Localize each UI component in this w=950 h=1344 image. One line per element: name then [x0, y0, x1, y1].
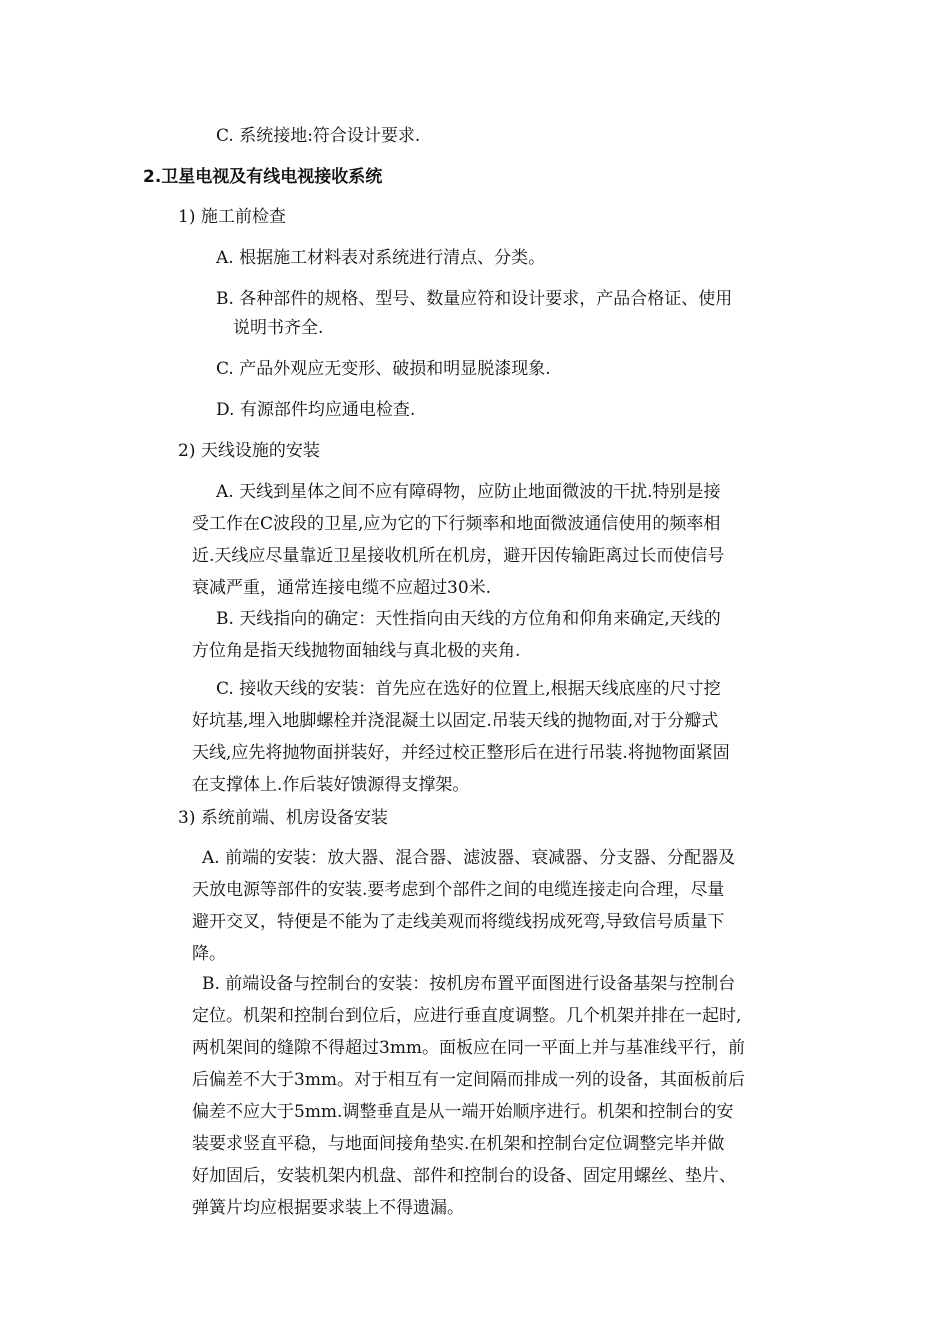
section-title: 2.卫星电视及有线电视接收系统 [143, 167, 383, 187]
paragraph-line: 方位角是指天线抛物面轴线与真北极的夹角. [192, 641, 521, 661]
paragraph-line: B. 天线指向的确定：天性指向由天线的方位角和仰角来确定,天线的 [216, 609, 721, 629]
sub2-item-b [192, 603, 832, 667]
paragraph-line: 装要求竖直平稳，与地面间接角垫实.在机架和控制台定位调整完毕并做 [192, 1134, 725, 1154]
paragraph-line: 好加固后，安装机架内机盘、部件和控制台的设备、固定用螺丝、垫片、 [192, 1166, 736, 1186]
paragraph-line: A. 前端的安装：放大器、混合器、滤波器、衰减器、分支器、分配器及 [202, 848, 736, 868]
paragraph-line: 偏差不应大于5mm.调整垂直是从一端开始顺序进行。机架和控制台的安 [192, 1102, 734, 1122]
paragraph-line: 在支撑体上.作后装好馈源得支撑架。 [192, 775, 470, 795]
paragraph-line: 两机架间的缝隙不得超过3mm。面板应在同一平面上并与基准线平行，前 [192, 1038, 746, 1058]
paragraph-line: 弹簧片均应根据要求装上不得遗漏。 [192, 1198, 464, 1218]
paragraph-line: 近.天线应尽量靠近卫星接收机所在机房，避开因传输距离过长而使信号 [192, 546, 725, 566]
paragraph-line: 天线,应先将抛物面拼装好，并经过校正整形后在进行吊装.将抛物面紧固 [192, 743, 730, 763]
subsection-3-title: 3) 系统前端、机房设备安装 [178, 808, 388, 828]
subsection-1-title: 1) 施工前检查 [178, 207, 286, 227]
sub3-item-b [192, 968, 832, 1224]
sub2-item-c [192, 673, 832, 801]
paragraph-line: B. 前端设备与控制台的安装：按机房布置平面图进行设备基架与控制台 [202, 974, 736, 994]
sub1-item-b-line-1: B. 各种部件的规格、型号、数量应符和设计要求，产品合格证、使用 [216, 289, 733, 309]
paragraph-line: 衰减严重，通常连接电缆不应超过30米. [192, 578, 492, 598]
paragraph-line: 定位。机架和控制台到位后，应进行垂直度调整。几个机架并排在一起时, [192, 1006, 742, 1026]
sub3-item-a [192, 842, 832, 970]
sub1-item-c: C. 产品外观应无变形、破损和明显脱漆现象. [216, 359, 551, 379]
sub2-item-a [192, 476, 832, 604]
sub1-item-b-line-2: 说明书齐全. [233, 318, 324, 338]
paragraph-line: A. 天线到星体之间不应有障碍物，应防止地面微波的干扰.特别是接 [216, 482, 721, 502]
sub1-item-a: A. 根据施工材料表对系统进行清点、分类。 [216, 248, 546, 268]
paragraph-line: 后偏差不大于3mm。对于相互有一定间隔而排成一列的设备，其面板前后 [192, 1070, 746, 1090]
paragraph-line: C. 接收天线的安装：首先应在选好的位置上,根据天线底座的尺寸挖 [216, 679, 721, 699]
paragraph-line: 降。 [192, 944, 226, 964]
paragraph-line: 好坑基,埋入地脚螺栓并浇混凝土以固定.吊装天线的抛物面,对于分瓣式 [192, 711, 719, 731]
subsection-2-title: 2) 天线设施的安装 [178, 441, 320, 461]
paragraph-line: 天放电源等部件的安装.要考虑到个部件之间的电缆连接走向合理，尽量 [192, 880, 725, 900]
paragraph-line: 避开交叉，特便是不能为了走线美观而将缆线拐成死弯,导致信号质量下 [192, 912, 725, 932]
item-c-grounding: C. 系统接地:符合设计要求. [216, 126, 421, 146]
sub1-item-d: D. 有源部件均应通电检查. [216, 400, 416, 420]
paragraph-line: 受工作在C波段的卫星,应为它的下行频率和地面微波通信使用的频率相 [192, 514, 721, 534]
